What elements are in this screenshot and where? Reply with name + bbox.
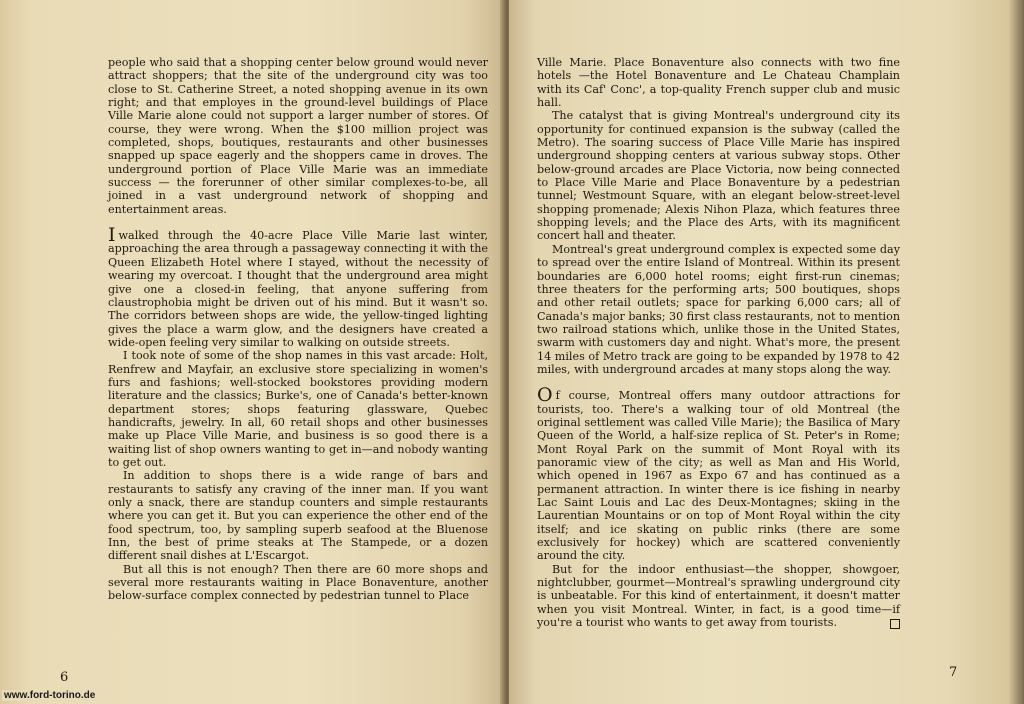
paragraph-dropcap: Of course, Montreal offers many outdoor attractions for tourists, too. There's a walking tour of old Montreal (the original settlement was called Ville Marie); the Basilica of Mary Queen of the World, a half-size replica of St. Peter's in Rome; Mont Royal Park on the summit of Mont Royal with its panoramic view of the city; as well as Man and His World, which opened in 1967 as Expo 67 and has continued as a permanent attraction. In winter there is ice fishing in nearby Lac Saint Louis and Lac des Deux-Montagnes; skiing in the Laurentian Mountains or on top of Mont Royal within the city itself; and ice skating on public rinks (there are some exclusively for hockey) which are scattered conveniently around the city. bbox=[537, 384, 900, 563]
paragraph: Ville Marie. Place Bonaventure also connects with two fine hotels —the Hotel Bonaventure and Le Chateau Champlain with its Caf' Conc', a top-quality French supper club and music hall. bbox=[537, 56, 900, 110]
page-number: 6 bbox=[60, 670, 69, 685]
end-mark-icon bbox=[890, 619, 900, 629]
paragraph: The catalyst that is giving Montreal's underground city its opportunity for continued expansion is the subway (called the Metro). The soaring success of Place Ville Marie has inspired underground shopping centers at various subway stops. Other below-ground arcades are Place Victoria, now being connected to Place Ville Marie and Place Bonaventure by a pedestrian tunnel; Westmount Square, with an elegant below-street-level shopping promenade; Alexis Nihon Plaza, which features three shopping levels; and the Place des Arts, with its magnificent concert hall and theater. bbox=[537, 109, 900, 243]
paragraph: In addition to shops there is a wide range of bars and restaurants to satisfy any craving of the inner man. If you want only a snack, there are standup counters and simple restaurants where you can get it. But you can experience the other end of the food spectrum, too, by sampling superb seafood at the Bluenose Inn, the best of prime steaks at The Stampede, or a dozen different snail dishes at L'Escargot. bbox=[108, 469, 488, 563]
paragraph-dropcap: Iwalked through the 40-acre Place Ville Marie last winter, approaching the area through a passageway connecting it with the Queen Elizabeth Hotel where I stayed, without the necessity of wearing my overcoat. I thought that the underground area might give one a closed-in feeling, that anyone suffering from claustrophobia might be driven out of his mind. But it wasn't so. The corridors between shops are wide, the yellow-tinged lighting gives the place a warm glow, and the designers have created a wide-open feeling very similar to walking on outside streets. bbox=[108, 224, 488, 349]
paragraph: I took note of some of the shop names in this vast arcade: Holt, Renfrew and Mayfair, an exclusive store specializing in women's furs and fashions; well-stocked bookstores providing modern literature and the classics; Burke's, one of Canada's better-known department stores; shops featuring glassware, Quebec handicrafts, jewelry. In all, 60 retail shops and other businesses make up Place Ville Marie, and business is so good there is a waiting list of shop owners wanting to get in—and nobody wanting to get out. bbox=[108, 349, 488, 469]
right-page bbox=[509, 0, 1024, 704]
watermark: www.ford-torino.de bbox=[4, 690, 96, 701]
paragraph: But all this is not enough? Then there are 60 more shops and several more restaurants waiting in Place Bonaventure, another below-surface complex connected by pedestrian tunnel to Place bbox=[108, 562, 488, 603]
dropcap: O bbox=[537, 384, 553, 407]
dropcap: I bbox=[108, 224, 116, 247]
page-number: 7 bbox=[949, 665, 958, 680]
right-column bbox=[537, 56, 900, 629]
paragraph: Montreal's great underground complex is expected some day to spread over the entire Island of Montreal. Within its present boundaries are 6,000 hotel rooms; eight first-run cinemas; three theaters for the performing arts; 500 boutiques, shops and other retail outlets; space for parking 6,000 cars; all of Canada's major banks; 30 first class restaurants, not to mention two railroad stations which, unlike those in the United States, swarm with customers day and night. What's more, the present 14 miles of Metro track are going to be expanded by 1978 to 42 miles, with underground arcades at many stops along the way. bbox=[537, 242, 900, 376]
paragraph: But for the indoor enthusiast—the shopper, showgoer, nightclubber, gourmet—Montreal's sprawling underground city is unbeatable. For this kind of entertainment, it doesn't matter when you visit Montreal. Winter, in fact, is a good time—if you're a tourist who wants to get away from tourists. bbox=[537, 562, 900, 630]
left-page bbox=[0, 0, 505, 704]
left-column bbox=[108, 56, 488, 603]
paragraph: people who said that a shopping center below ground would never attract shoppers; that the site of the underground city was too close to St. Catherine Street, a noted shopping avenue in its own right; and that employes in the ground-level buildings of Place Ville Marie alone could not support a larger number of stores. Of course, they were wrong. When the $100 million project was completed, shops, boutiques, restaurants and other businesses snapped up space eagerly and the shoppers came in droves. The underground portion of Place Ville Marie was an immediate success — the forerunner of other similar complexes-to-be, all joined in a vast underground network of shopping and entertainment areas. bbox=[108, 56, 488, 216]
